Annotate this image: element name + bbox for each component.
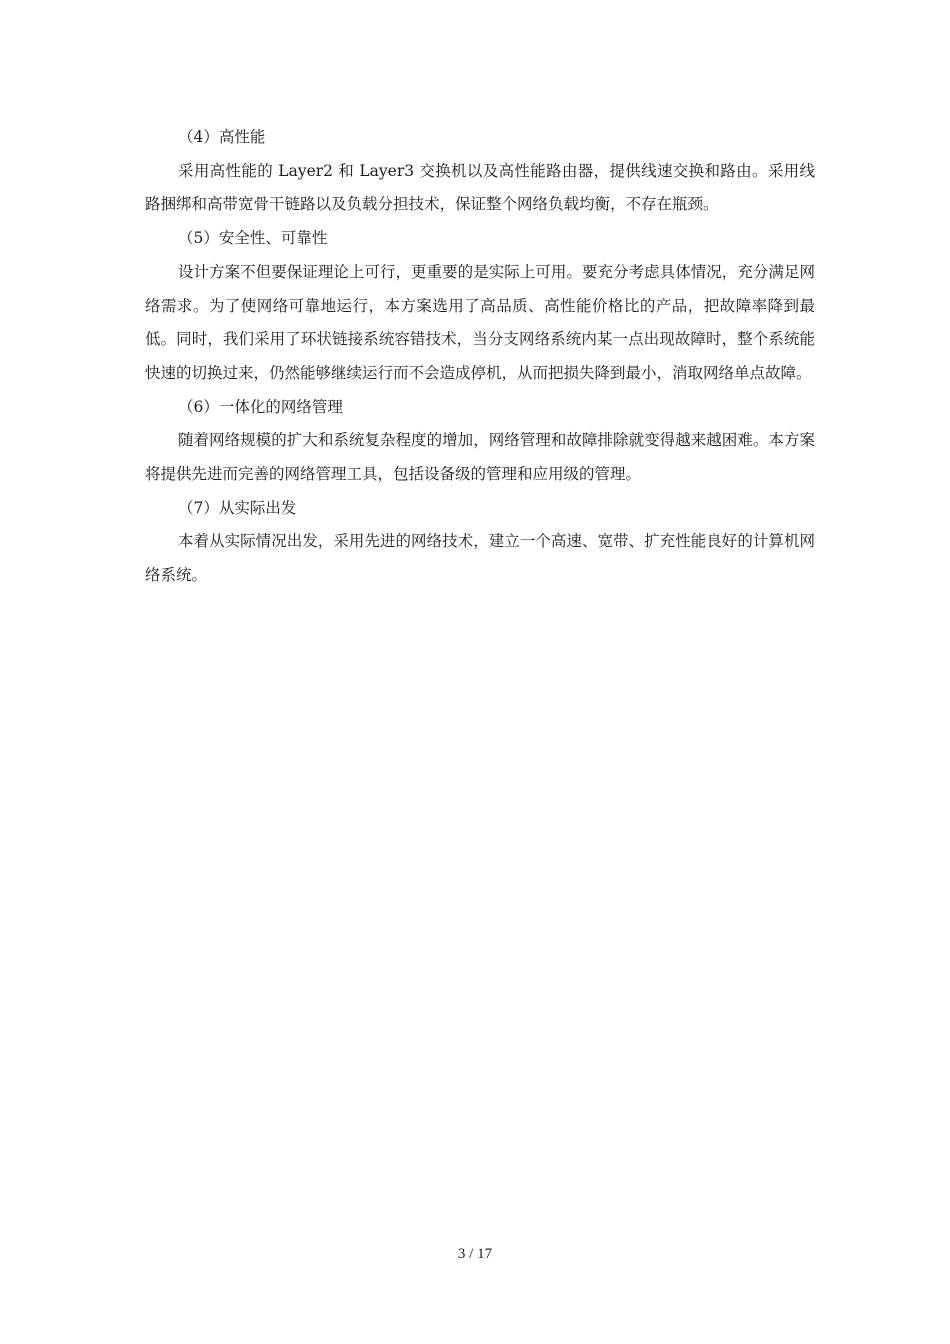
section-heading-security-reliability: （5）安全性、可靠性: [178, 229, 328, 248]
section-heading-practical: （7）从实际出发: [178, 498, 297, 517]
section-heading-network-management: （6）一体化的网络管理: [178, 397, 343, 416]
document-body: [145, 121, 815, 593]
section-paragraph-security-reliability: 设计方案不但要保证理论上可行，更重要的是实际上可用。要充分考虑具体情况，充分满足网络需求。为了使网络可靠地运行，本方案选用了高品质、高性能价格比的产品，把故障率降到最低。同时，我们采用了环状链接系统容错技术，当分支网络系统内某一点出现故障时，整个系统能快速的切换过来，仍然能够继续运行而不会造成停机，从而把损失降到最小，消取网络单点故障。: [145, 262, 815, 382]
section-heading-performance: （4）高性能: [178, 128, 266, 146]
section-paragraph-network-management: 随着网络规模的扩大和系统复杂程度的增加，网络管理和故障排除就变得越来越困难。本方案将提供先进而完善的网络管理工具，包括设备级的管理和应用级的管理。: [145, 431, 815, 484]
section-paragraph-practical: 本着从实际情况出发，采用先进的网络技术，建立一个高速、宽带、扩充性能良好的计算机网络系统。: [145, 532, 815, 585]
page-number: 3 / 17: [457, 1246, 493, 1262]
section-paragraph-performance: 采用高性能的 Layer2 和 Layer3 交换机以及高性能路由器，提供线速交换和路由。采用线路捆绑和高带宽骨干链路以及负载分担技术，保证整个网络负载均衡，不存在瓶颈。: [145, 161, 815, 214]
